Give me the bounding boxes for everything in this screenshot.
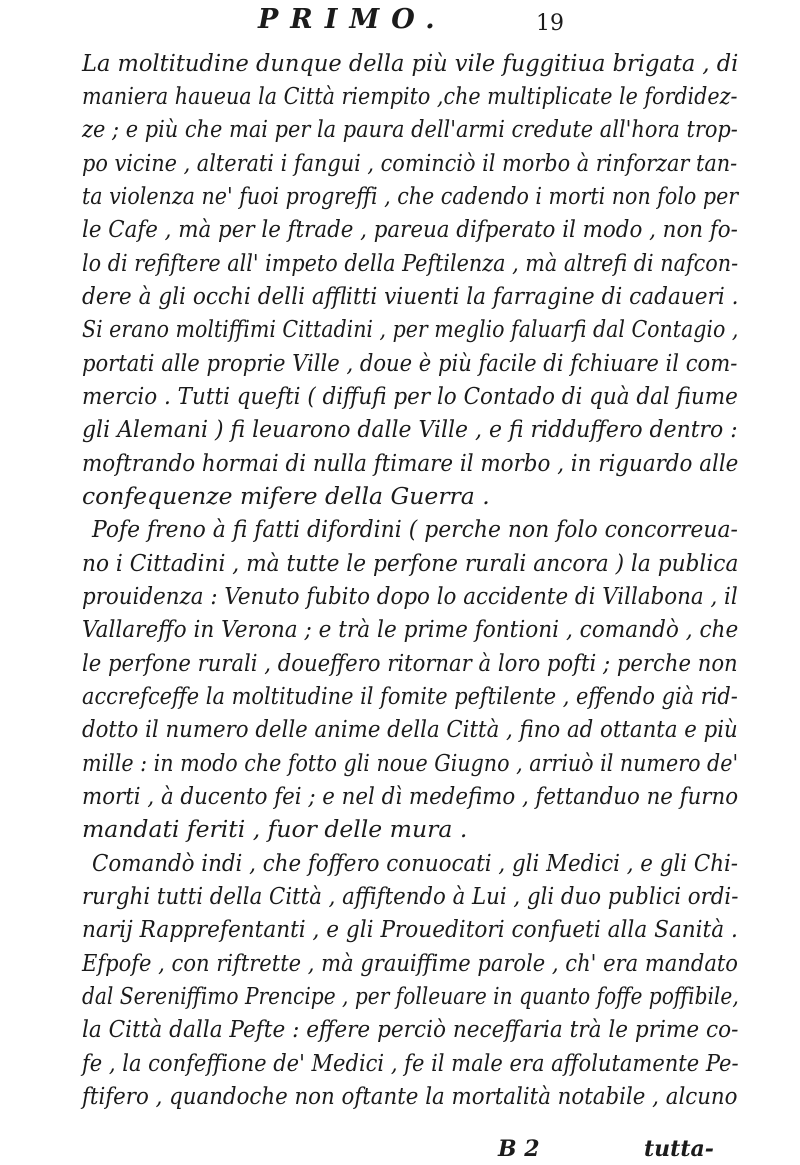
text-line: le perfone rurali , doueffero ritornar à loro pofti ; perche non — [82, 649, 738, 677]
text-line: po vicine , alterati i fangui , cominciò il morbo à rinforzar tan- — [82, 149, 738, 177]
text-line: rurghi tutti della Città , affiftendo à Lui , gli duo publici ordi- — [82, 882, 739, 910]
text-line: prouidenza : Venuto fubito dopo lo accidente di Villabona , il — [82, 582, 738, 610]
text-line: Comandò indi , che foffero conuocati , gli Medici , e gli Chi- — [92, 849, 739, 877]
text-line: fe , la confeffione de' Medici , fe il male era affolutamente Pe- — [82, 1049, 739, 1077]
text-line: confequenze mifere della Guerra . — [82, 482, 490, 510]
text-line: ze ; e più che mai per la paura dell'armi credute all'hora trop- — [82, 115, 738, 143]
text-line: lo di refiftere all' impeto della Peftilenza , mà altrefi di nafcon- — [82, 249, 739, 277]
signature-mark: B 2 — [498, 1136, 540, 1162]
text-line: la Città dalla Pefte : effere perciò neceffaria trà le prime co- — [82, 1015, 739, 1043]
text-line: dere à gli occhi delli afflitti viuenti la farragine di cadaueri . — [82, 282, 739, 310]
catchword: tutta- — [644, 1136, 714, 1162]
text-line: ftifero , quandoche non oftante la mortalità notabile , alcuno — [82, 1082, 738, 1110]
text-line: accrefceffe la moltitudine il fomite peftilente , effendo già rid- — [82, 682, 738, 710]
page-number: 19 — [536, 11, 564, 36]
text-line: Si erano moltiffimi Cittadini , per meglio faluarfi dal Contagio , — [82, 315, 739, 343]
text-line: dotto il numero delle anime della Città , fino ad ottanta e più — [82, 715, 738, 743]
text-line: Pofe freno à fi fatti difordini ( perche non folo concorreua- — [92, 515, 738, 543]
text-line: narij Rapprefentanti , e gli Proueditori confueti alla Sanità . — [82, 915, 738, 943]
running-title: PRIMO. — [258, 4, 447, 35]
text-line: dal Sereniffimo Prencipe , per folleuare in quanto foffe poffibile, — [82, 982, 739, 1010]
text-line: gli Alemani ) fi leuarono dalle Ville , e fi ridduffero dentro : — [82, 415, 738, 443]
text-line: mille : in modo che fotto gli noue Giugno , arriuò il numero de' — [82, 749, 739, 777]
text-line: mercio . Tutti quefti ( diffufi per lo Contado di quà dal fiume — [82, 382, 738, 410]
text-line: La moltitudine dunque della più vile fuggitiua brigata , di — [82, 49, 739, 77]
text-line: Vallareffo in Verona ; e trà le prime fontioni , comandò , che — [82, 615, 739, 643]
text-line: portati alle proprie Ville , doue è più facile di fchiuare il com- — [82, 349, 738, 377]
text-line: no i Cittadini , mà tutte le perfone rurali ancora ) la publica — [82, 549, 739, 577]
text-line: moftrando hormai di nulla ftimare il morbo , in riguardo alle — [82, 449, 739, 477]
text-line: mandati feriti , fuor delle mura . — [82, 815, 468, 843]
text-line: le Cafe , mà per le ftrade , pareua difperato il modo , non fo- — [82, 215, 738, 243]
text-line: ta violenza ne' fuoi progreffi , che cadendo i morti non folo per — [82, 182, 739, 210]
text-line: maniera haueua la Città riempito ,che multiplicate le fordidez- — [82, 82, 738, 110]
text-line: morti , à ducento fei ; e nel dì medefimo , fettanduo ne furno — [82, 782, 739, 810]
text-line: Efpofe , con riftrette , mà grauiffime parole , ch' era mandato — [82, 949, 738, 977]
